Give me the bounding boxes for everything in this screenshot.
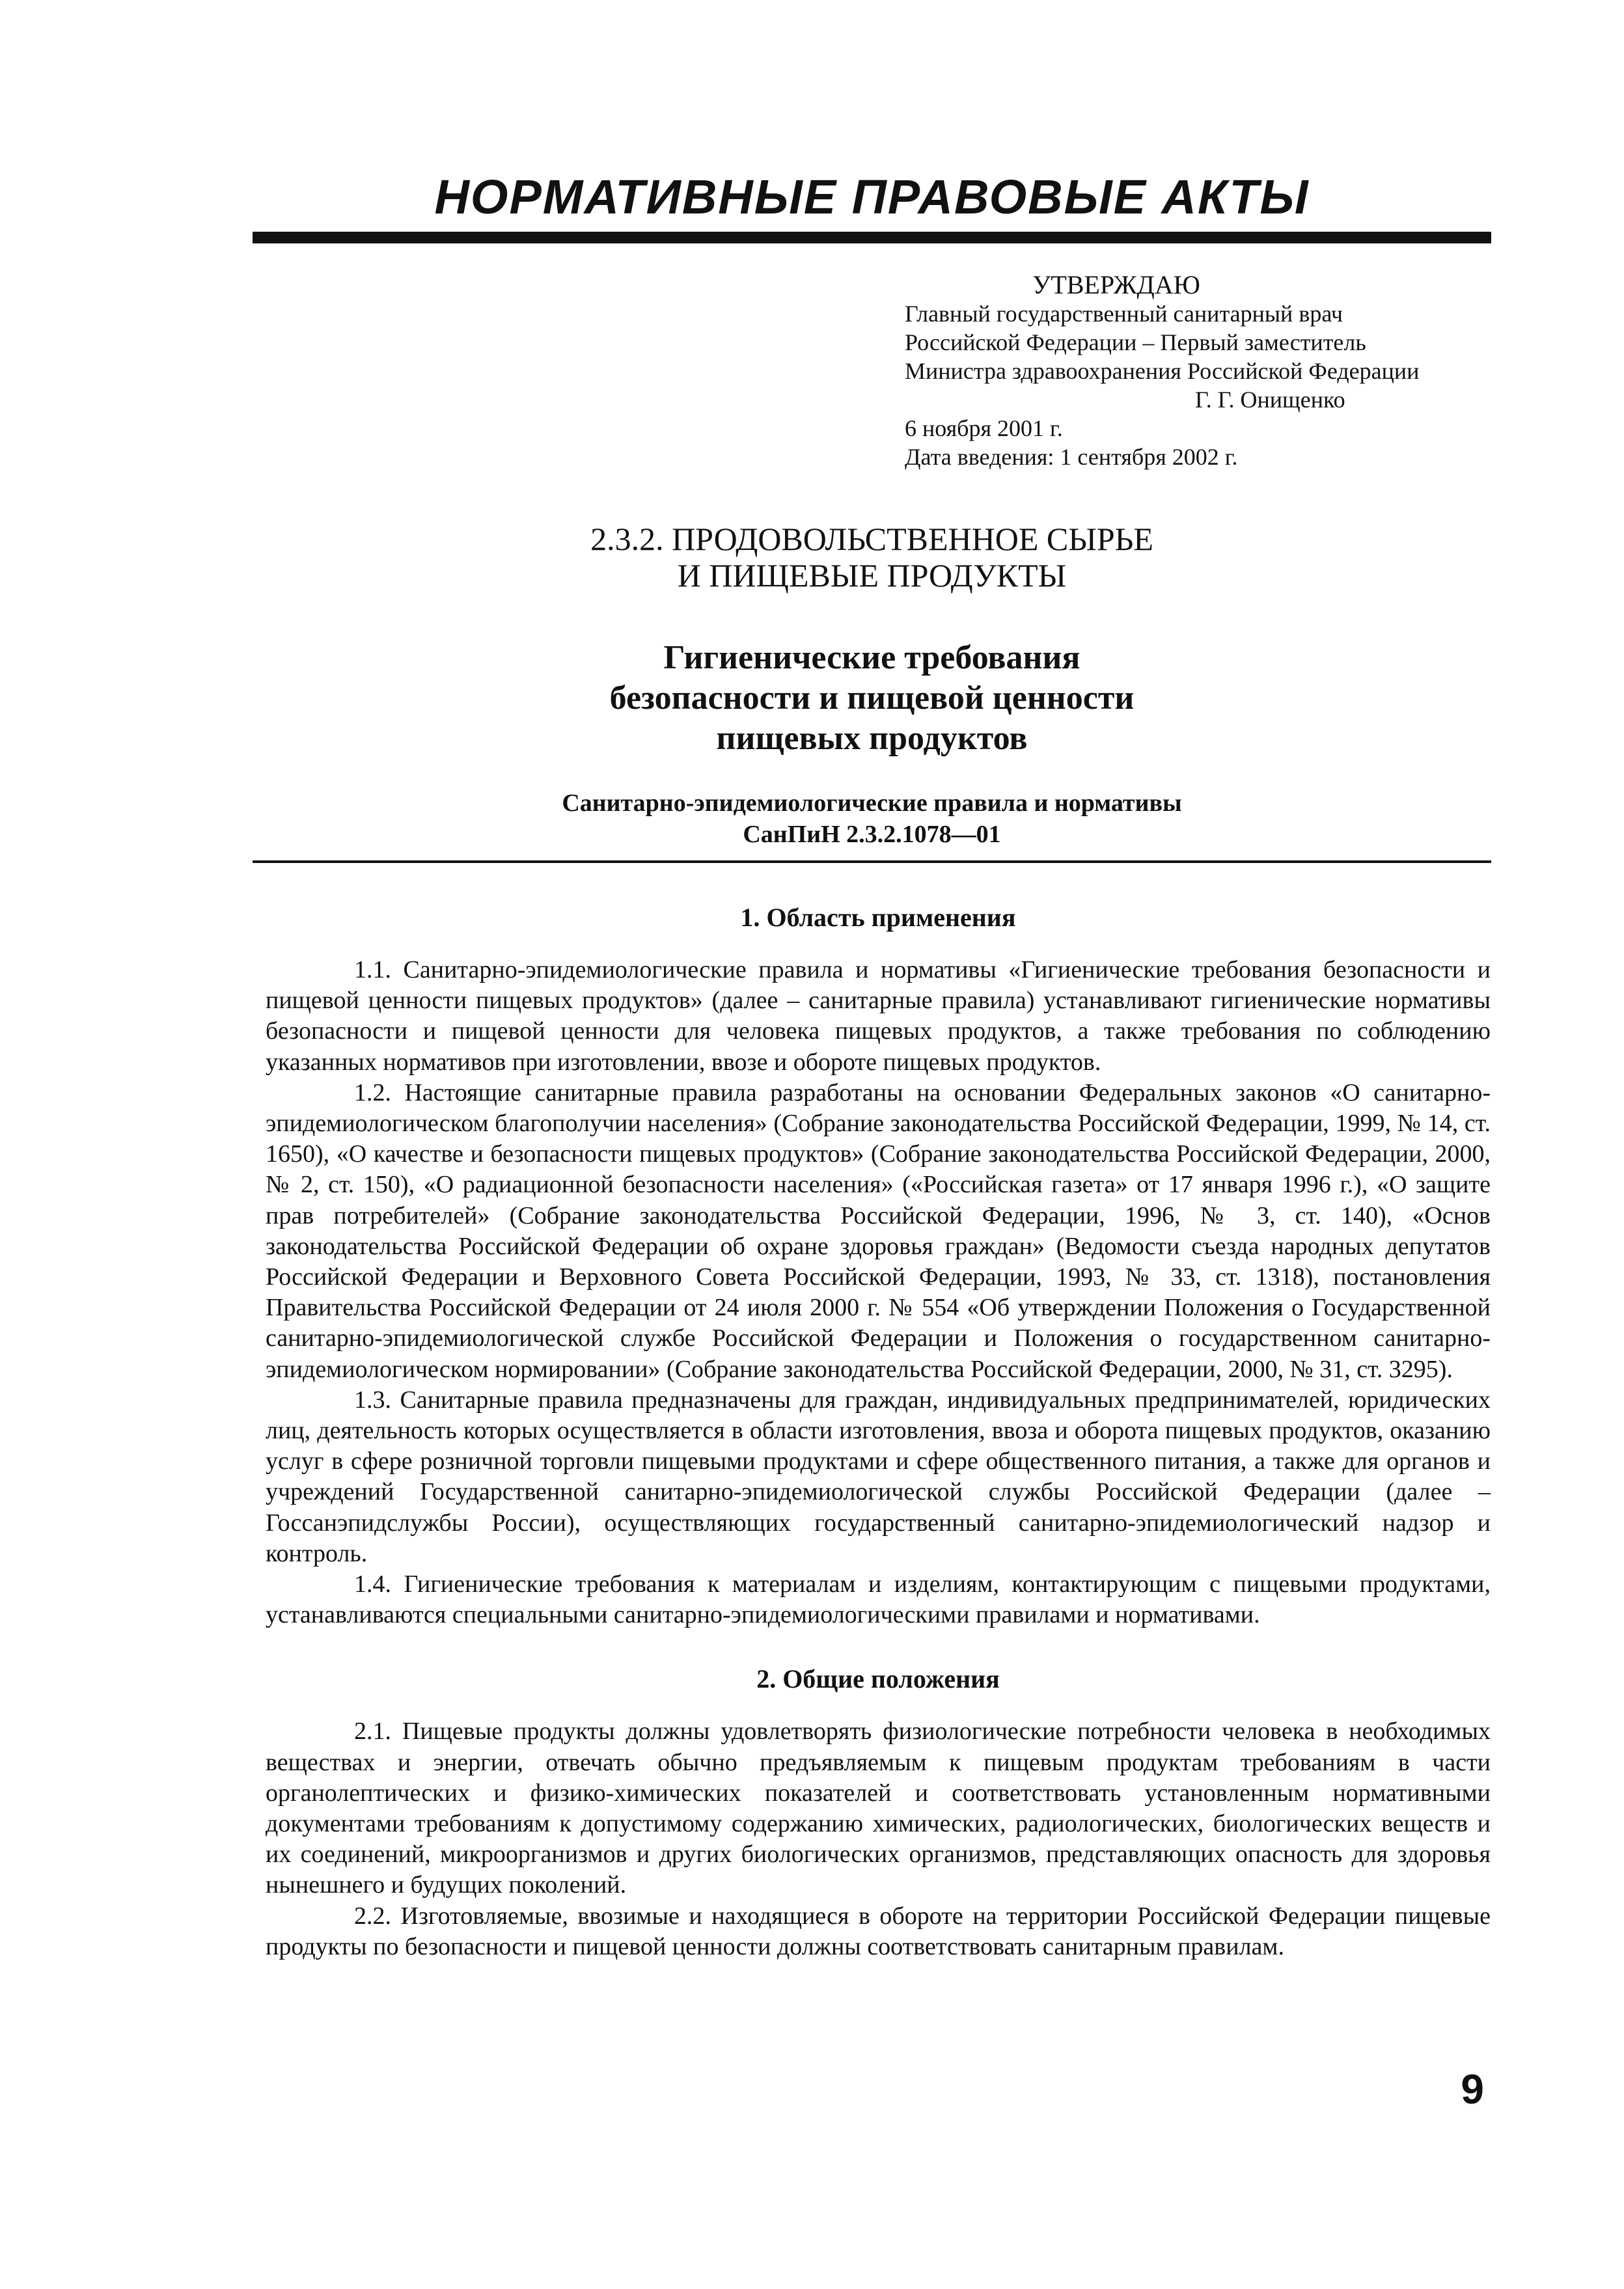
- paragraph: 2.1. Пищевые продукты должны удовлетворять физиологические потребности человека в необходимых веществах и энергии, отвечать обычно предъявляемым к пищевым продуктам требованиям в части органолептических и физико-химических показателей и соответствовать установленным нормативными документами требованиям к допустимому содержанию химических, радиологических, биологических веществ и их соединений, микроорганизмов и других биологических организмов, представляющих опасность для здоровья нынешнего и будущих поколений.: [266, 1718, 1491, 1899]
- document-title-line: Гигиенические требования: [663, 639, 1080, 676]
- paragraph: 2.2. Изготовляемые, ввозимые и находящиеся в обороте на территории Российской Федерации пищевые продукты по безопасности и пищевой ценности должны соответствовать санитарным правилам.: [266, 1902, 1491, 1960]
- approval-block: [905, 271, 1491, 471]
- section-heading: 2. Общие положения: [756, 1664, 1000, 1694]
- approval-date: 6 ноября 2001 г.: [905, 415, 1063, 441]
- document-type-line: Санитарно-эпидемиологические правила и нормативы: [562, 789, 1182, 817]
- document-body: [266, 901, 1491, 1962]
- header-title: НОРМАТИВНЫЕ ПРАВОВЫЕ АКТЫ: [434, 170, 1310, 224]
- page-number: 9: [1461, 2066, 1484, 2113]
- paragraph: 1.2. Настоящие санитарные правила разработаны на основании Федеральных законов «О санитарно-эпидемиологическом благополучии населения» (Собрание законодательства Российской Федерации, 1999, № 14, ст. 1650), «О качестве и безопасности пищевых продуктов» (Собрание законодательства Российской Федерации, 2000, № 2, ст. 150), «О радиационной безопасности населения» («Российская газета» от 17 января 1996 г.), «О защите прав потребителей» (Собрание законодательства Российской Федерации, 1996, № 3, ст. 140), «Основ законодательства Российской Федерации об охране здоровья граждан» (Ведомости съезда народных депутатов Российской Федерации и Верховного Совета Российской Федерации, 1993, № 33, ст. 1318), постановления Правительства Российской Федерации от 24 июля 2000 г. № 554 «Об утверждении Положения о Государственной санитарно-эпидемиологической службе Российской Федерации и Положения о государственном санитарно-эпидемиологическом нормировании» (Собрание законодательства Российской Федерации, 2000, № 31, ст. 3295).: [266, 1078, 1491, 1383]
- approval-line: Министра здравоохранения Российской Федерации: [905, 358, 1420, 384]
- document-type: [253, 788, 1491, 850]
- effective-date: Дата введения: 1 сентября 2002 г.: [905, 444, 1238, 470]
- paragraph: 1.4. Гигиенические требования к материалам и изделиям, контактирующим с пищевыми продуктами, устанавливаются специальными санитарно-эпидемиологическими правилами и нормативами.: [266, 1570, 1491, 1629]
- header-rule: [253, 232, 1491, 243]
- approval-line: Российской Федерации – Первый заместитель: [905, 329, 1366, 355]
- document-title-line: безопасности и пищевой ценности: [609, 679, 1135, 717]
- approval-stamp: УТВЕРЖДАЮ: [1032, 270, 1200, 299]
- title-rule: [253, 860, 1491, 863]
- document-title: [253, 638, 1491, 759]
- paragraph: 1.1. Санитарно-эпидемиологические правила и нормативы «Гигиенические требования безопасности и пищевой ценности пищевых продуктов» (далее – санитарные правила) устанавливают гигиенические нормативы безопасности и пищевой ценности для человека пищевых продуктов, а также требования по соблюдению указанных нормативов при изготовлении, ввозе и обороте пищевых продуктов.: [266, 956, 1491, 1076]
- paragraph: 1.3. Санитарные правила предназначены для граждан, индивидуальных предпринимателей, юридических лиц, деятельность которых осуществляется в области изготовления, ввоза и оборота пищевых продуктов, оказанию услуг в сфере розничной торговли пищевыми продуктами и сфере общественного питания, а также для органов и учреждений Государственной санитарно-эпидемиологической службы Российской Федерации (далее – Госсанэпидслужбы России), осуществляющих государственный санитарно-эпидемиологический надзор и контроль.: [266, 1386, 1491, 1567]
- approval-signer: Г. Г. Онищенко: [1195, 387, 1345, 413]
- page-header: [253, 168, 1491, 243]
- section-code-line: 2.3.2. ПРОДОВОЛЬСТВЕННОЕ СЫРЬЕ: [590, 521, 1153, 557]
- section-heading: 1. Область применения: [740, 903, 1016, 932]
- document-code: СанПиН 2.3.2.1078—01: [743, 821, 1001, 848]
- document-title-line: пищевых продуктов: [716, 720, 1028, 757]
- section-code-line: И ПИЩЕВЫЕ ПРОДУКТЫ: [677, 557, 1067, 594]
- approval-line: Главный государственный санитарный врач: [905, 301, 1343, 327]
- section-code: [253, 521, 1491, 594]
